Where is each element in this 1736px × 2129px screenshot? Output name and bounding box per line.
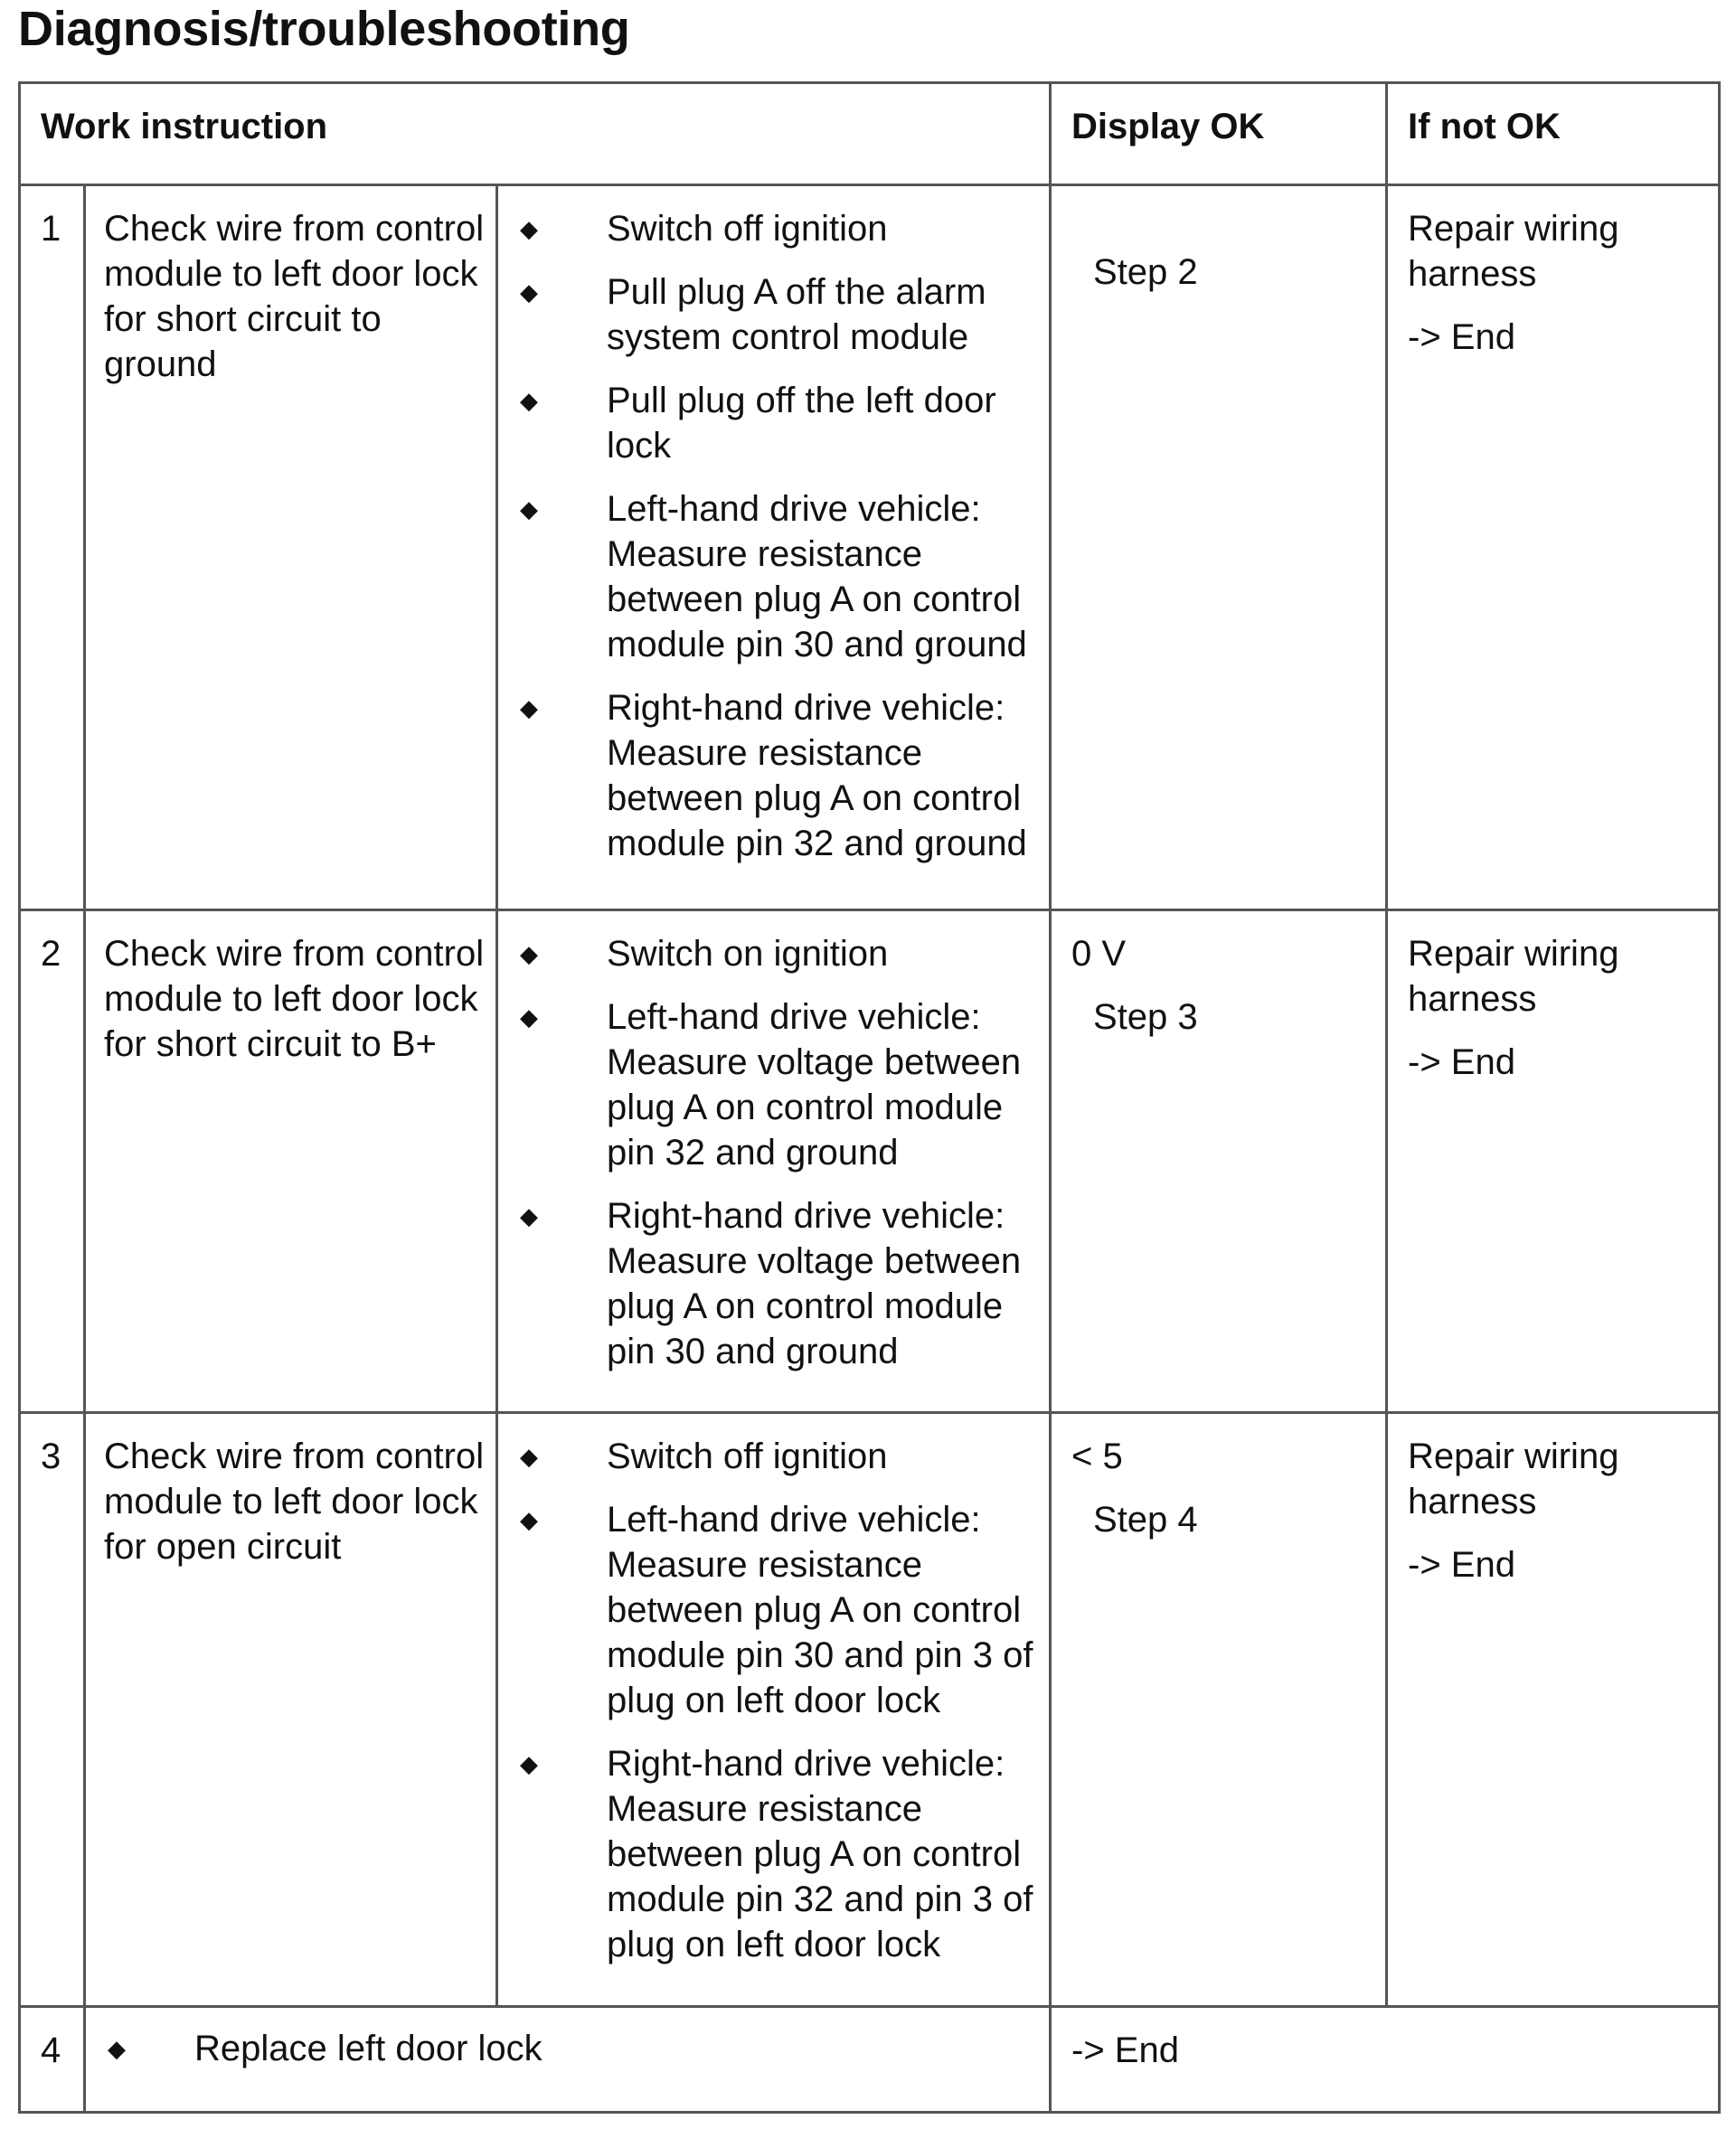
action-text: Pull plug A off the alarm system control module	[607, 272, 986, 357]
check-description: Check wire from control module to left door lock for short circuit to ground	[85, 185, 497, 910]
action-text: Left-hand drive vehicle: Measure resistance between plug A on control module pin 30 and ground	[607, 489, 1027, 664]
expected-value: 0 V	[1071, 934, 1127, 974]
final-result-cell: -> End	[1051, 2007, 1720, 2113]
list-item	[516, 1434, 1042, 1479]
display-ok-cell	[1051, 1413, 1387, 2007]
if-not-ok-cell	[1387, 910, 1720, 1413]
list-item	[516, 1741, 1042, 1967]
repair-text: Repair wiring harness	[1408, 1437, 1619, 1521]
table-header-row	[20, 83, 1720, 185]
diamond-bullet-icon: ◆	[520, 278, 538, 306]
diamond-bullet-icon: ◆	[520, 1506, 538, 1533]
diamond-bullet-icon: ◆	[520, 387, 538, 414]
table-row	[20, 185, 1720, 910]
header-if-not-ok: If not OK	[1387, 83, 1720, 185]
list-item	[516, 685, 1042, 866]
action-text: Left-hand drive vehicle: Measure voltage between plug A on control module pin 32 and ground	[607, 997, 1022, 1173]
diamond-bullet-icon: ◆	[520, 215, 538, 242]
if-not-ok-cell	[1387, 1413, 1720, 2007]
list-item	[516, 378, 1042, 468]
diamond-bullet-icon: ◆	[520, 1003, 538, 1031]
table-row	[20, 910, 1720, 1413]
page-title: Diagnosis/troubleshooting	[18, 2, 630, 56]
action-text: Pull plug off the left door lock	[607, 381, 996, 466]
table-row-final	[20, 2007, 1720, 2113]
end-text: -> End	[1408, 317, 1515, 357]
check-description: Check wire from control module to left door lock for open circuit	[85, 1413, 497, 2007]
step-number: 3	[20, 1413, 85, 2007]
action-text: Left-hand drive vehicle: Measure resistance between plug A on control module pin 30 and pin 3 of plug on left door lock	[607, 1500, 1033, 1720]
header-display-ok: Display OK	[1051, 83, 1387, 185]
action-text: Switch off ignition	[607, 209, 888, 249]
action-text: Right-hand drive vehicle: Measure resistance between plug A on control module pin 32 and ground	[607, 688, 1027, 863]
display-ok-cell	[1051, 910, 1387, 1413]
expected-value: < 5	[1071, 1437, 1123, 1476]
list-item	[516, 994, 1042, 1175]
display-ok-cell	[1051, 185, 1387, 910]
header-work-instruction: Work instruction	[20, 83, 1051, 185]
diamond-bullet-icon: ◆	[520, 495, 538, 523]
check-description: Check wire from control module to left door lock for short circuit to B+	[85, 910, 497, 1413]
final-action-cell	[85, 2007, 1051, 2113]
list-item	[516, 1497, 1042, 1723]
action-text: Right-hand drive vehicle: Measure resistance between plug A on control module pin 32 and pin 3 of plug on left door lock	[607, 1744, 1033, 1964]
step-number: 1	[20, 185, 85, 910]
final-action-text: Replace left door lock	[194, 2029, 542, 2068]
end-text: -> End	[1408, 1545, 1515, 1585]
list-item	[516, 206, 1042, 251]
list-item	[516, 1193, 1042, 1374]
action-text: Switch on ignition	[607, 934, 889, 974]
action-text: Switch off ignition	[607, 1437, 888, 1476]
diamond-bullet-icon: ◆	[520, 1750, 538, 1777]
step-number: 4	[20, 2007, 85, 2113]
list-item	[516, 269, 1042, 360]
repair-text: Repair wiring harness	[1408, 209, 1619, 294]
action-list	[497, 910, 1051, 1413]
repair-text: Repair wiring harness	[1408, 934, 1619, 1019]
diamond-bullet-icon: ◆	[520, 1443, 538, 1470]
diamond-bullet-icon: ◆	[520, 694, 538, 721]
end-text: -> End	[1408, 1042, 1515, 1082]
diagnosis-table	[18, 81, 1721, 2114]
if-not-ok-cell	[1387, 185, 1720, 910]
action-list	[497, 1413, 1051, 2007]
diamond-bullet-icon: ◆	[108, 2035, 126, 2062]
action-text: Right-hand drive vehicle: Measure voltage between plug A on control module pin 30 and ground	[607, 1196, 1022, 1371]
next-step: Step 3	[1093, 997, 1198, 1037]
diamond-bullet-icon: ◆	[520, 1202, 538, 1229]
diamond-bullet-icon: ◆	[520, 940, 538, 967]
list-item	[516, 486, 1042, 667]
next-step: Step 2	[1093, 252, 1198, 292]
next-step: Step 4	[1093, 1500, 1198, 1540]
step-number: 2	[20, 910, 85, 1413]
action-list	[497, 185, 1051, 910]
list-item	[516, 931, 1042, 976]
table-row	[20, 1413, 1720, 2007]
